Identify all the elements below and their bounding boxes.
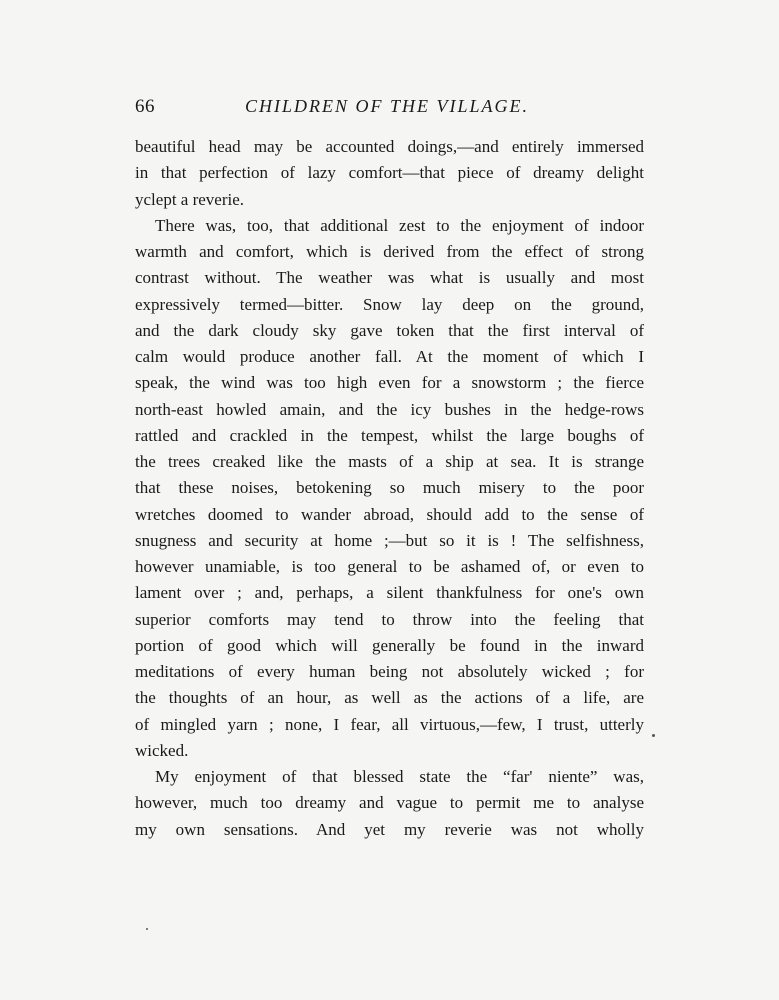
text-line: superior comforts may tend to throw into the feeling that xyxy=(135,609,644,629)
text-line: however, much too dreamy and vague to permit me to analyse xyxy=(135,793,644,813)
running-title: CHILDREN OF THE VILLAGE. xyxy=(245,96,530,116)
text-line: contrast without. The weather was what is usually and most xyxy=(135,268,644,288)
text-line: My enjoyment of that blessed state the “far' niente” was, xyxy=(155,767,644,786)
text-line: speak, the wind was too high even for a snowstorm ; the fierce xyxy=(135,373,644,393)
page-number: 66 xyxy=(135,96,155,117)
scan-speck xyxy=(146,928,148,930)
text-line: the thoughts of an hour, as well as the actions of a life, are xyxy=(135,688,644,708)
text-line: There was, too, that additional zest to the enjoyment of indoor xyxy=(155,215,644,235)
text-line: wicked. xyxy=(135,740,189,760)
text-line: beautiful head may be accounted doings,—and entirely immersed xyxy=(135,137,644,156)
text-line: the trees creaked like the masts of a ship at sea. It is strange xyxy=(135,452,644,471)
running-head xyxy=(135,96,645,124)
text-line: snugness and security at home ;—but so it is ! The selfishness, xyxy=(135,530,644,550)
scan-speck xyxy=(652,734,655,737)
text-line: lament over ; and, perhaps, a silent thankfulness for one's own xyxy=(135,583,644,603)
text-line: expressively termed—bitter. Snow lay deep on the ground, xyxy=(135,294,644,314)
text-line: rattled and crackled in the tempest, whilst the large boughs of xyxy=(135,425,644,445)
text-line: north-east howled amain, and the icy bushes in the hedge-rows xyxy=(135,399,644,419)
text-line: calm would produce another fall. At the moment of which I xyxy=(135,347,644,366)
text-line: and the dark cloudy sky gave token that the first interval of xyxy=(135,320,644,340)
text-line: of mingled yarn ; none, I fear, all virtuous,—few, I trust, utterly xyxy=(135,714,644,734)
text-line: wretches doomed to wander abroad, should add to the sense of xyxy=(135,504,644,524)
text-line: portion of good which will generally be found in the inward xyxy=(135,635,644,655)
text-line: warmth and comfort, which is derived from the effect of strong xyxy=(135,242,644,261)
text-line: however unamiable, is too general to be ashamed of, or even to xyxy=(135,557,644,576)
text-line: in that perfection of lazy comfort—that piece of dreamy delight xyxy=(135,163,644,183)
text-line: my own sensations. And yet my reverie was not wholly xyxy=(135,819,644,839)
text-line: meditations of every human being not absolutely wicked ; for xyxy=(135,662,644,681)
body-text xyxy=(135,134,644,843)
text-line: that these noises, betokening so much misery to the poor xyxy=(135,478,644,498)
text-line: yclept a reverie. xyxy=(135,189,245,209)
